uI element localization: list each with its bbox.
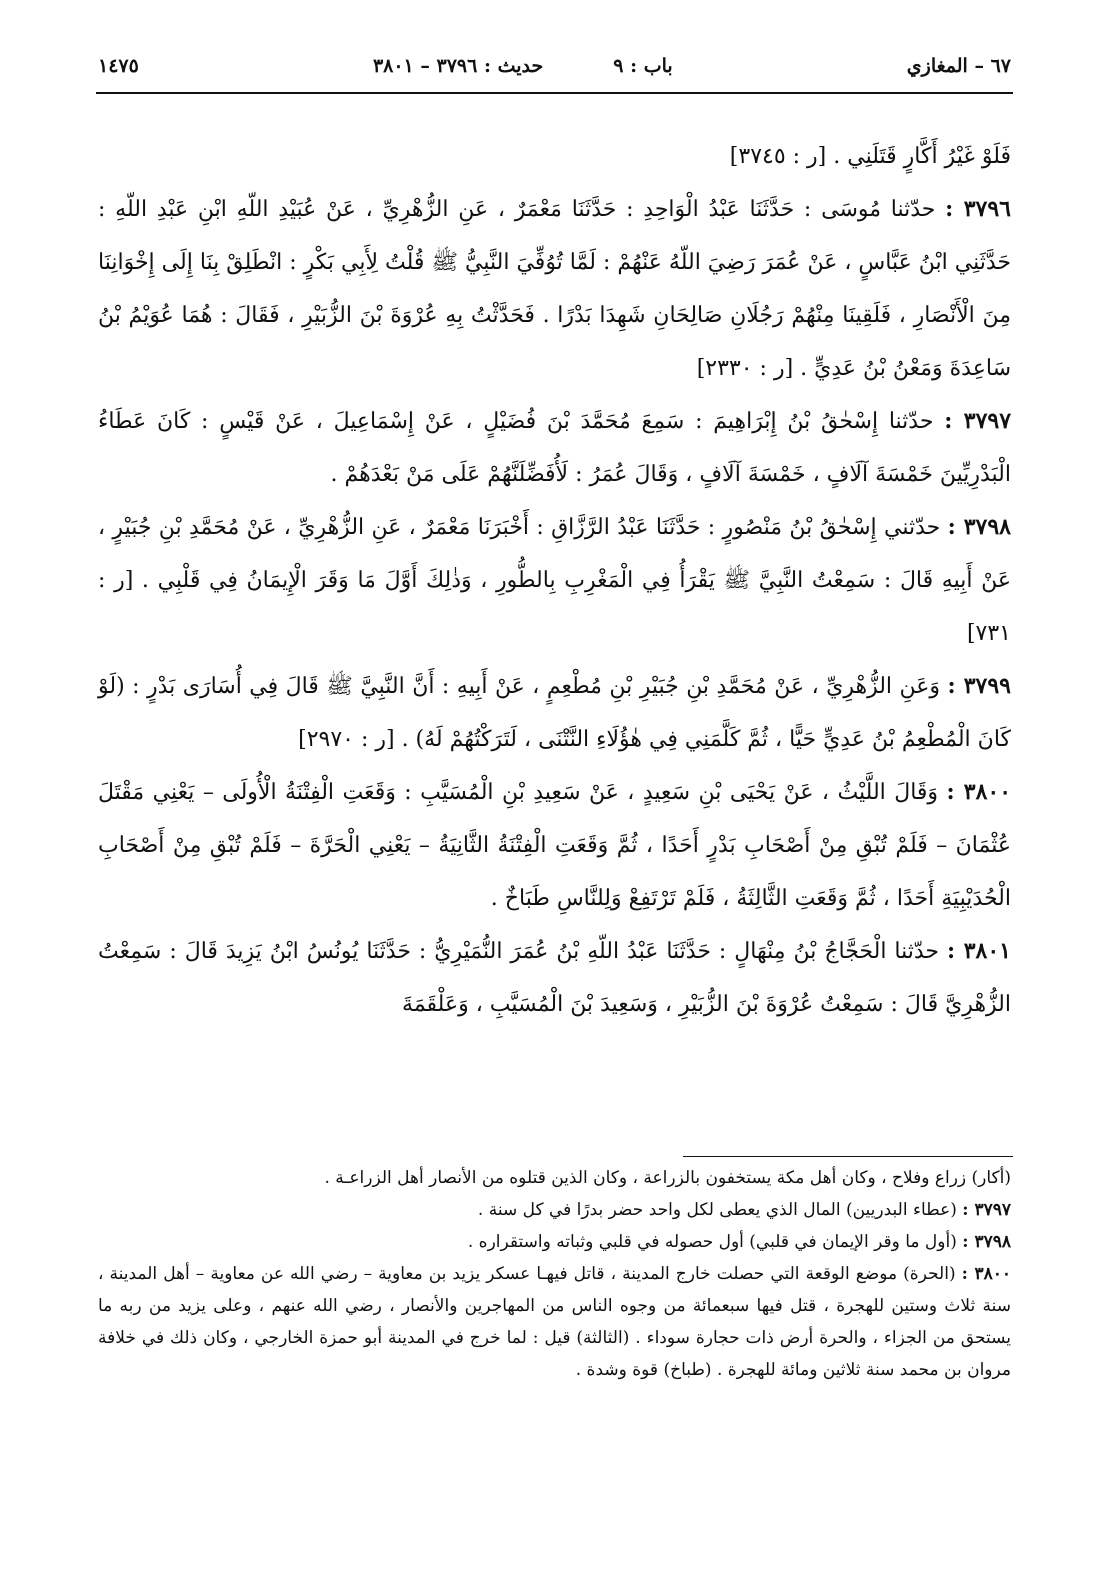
hadith-number: ٣٧٩٧ : <box>944 408 1012 434</box>
hadith-text: حدّثنا إِسْحٰقُ بْنُ إِبْرَاهِيمَ : سَمِعَ مُحَمَّدَ بْنَ فُضَيْلٍ ، عَنْ إِسْمَاعِيلَ ، عَنْ قَيْسٍ : كَانَ عَطَاءُ الْبَدْرِيِّينَ خَمْسَةَ آلَافٍ ، خَمْسَةَ آلَافٍ ، وَقَالَ عُمَرُ : لَأُفَضِّلَنَّهُمْ عَلَى مَنْ بَعْدَهُمْ . <box>98 409 1011 487</box>
hadith-paragraph <box>98 183 1011 395</box>
footnote <box>98 1162 1011 1194</box>
footnote-text: (عطاء البدريين) المال الذي يعطى لكل واحد حضر بدرًا في كل سنة . <box>477 1200 957 1220</box>
hadith-text: حدّثنا مُوسَى : حَدَّثَنَا عَبْدُ الْوَاحِدِ : حَدَّثَنَا مَعْمَرٌ ، عَنِ الزُّهْرِيِّ ، عَنْ عُبَيْدِ اللّهِ ابْنِ عَبْدِ اللّهِ : حَدَّثَنِي ابْنُ عَبَّاسٍ ، عَنْ عُمَرَ رَضِيَ اللّهُ عَنْهُمْ : لَمَّا تُوُفِّيَ النَّبِيُّ ﷺ قُلْتُ لِأَبِي بَكْرٍ : انْطَلِقْ بِنَا إِلَى إِخْوَانِنَا مِنَ الْأَنْصَارِ ، فَلَقِينَا مِنْهُمْ رَجُلَانِ صَالِحَانِ شَهِدَا بَدْرًا . فَحَدَّثْتُ بِهِ عُرْوَةَ بْنَ الزُّبَيْرِ ، فَقَالَ : هُمَا عُوَيْمُ بْنُ سَاعِدَةَ وَمَعْنُ بْنُ عَدِيٍّ . [ر : ٢٣٣٠] <box>98 197 1011 381</box>
footnote <box>98 1258 1011 1386</box>
hadith-paragraph <box>98 395 1011 501</box>
hadith-number: ٣٧٩٦ : <box>945 196 1011 222</box>
hadith-text: وَعَنِ الزُّهْرِيِّ ، عَنْ مُحَمَّدِ بْنِ جُبَيْرِ بْنِ مُطْعِمٍ ، عَنْ أَبِيهِ : أَنَّ النَّبِيَّ ﷺ قَالَ فِي أُسَارَى بَدْرٍ : (لَوْ كَانَ الْمُطْعِمُ بْنُ عَدِيٍّ حَيًّا ، ثُمَّ كَلَّمَنِي فِي هٰؤُلَاءِ النَّتْنَى ، لَتَرَكْتُهُمْ لَهُ) . [ر : ٢٩٧٠] <box>98 674 1011 752</box>
page-number: ١٤٧٥ <box>98 55 139 77</box>
footnote-text: (أول ما وقر الإيمان في قلبي) أول حصوله في قلبي وثباته واستقراره . <box>467 1232 957 1252</box>
footnote-number: ٣٧٩٨ : <box>962 1232 1011 1252</box>
hadith-text: وَقَالَ اللَّيْثُ ، عَنْ يَحْيَى بْنِ سَعِيدٍ ، عَنْ سَعِيدِ بْنِ الْمُسَيَّبِ : وَقَعَتِ الْفِتْنَةُ الْأُولَى – يَعْنِي مَقْتَلَ عُثْمَانَ – فَلَمْ تُبْقِ مِنْ أَصْحَابِ بَدْرٍ أَحَدًا ، ثُمَّ وَقَعَتِ الْفِتْنَةُ الثَّانِيَةُ – يَعْنِي الْحَرَّةَ – فَلَمْ تُبْقِ مِنْ أَصْحَابِ الْحُدَيْبِيَةِ أَحَدًا ، ثُمَّ وَقَعَتِ الثَّالِثَةُ ، فَلَمْ تَرْتَفِعْ وَلِلنَّاسِ طَبَاخٌ . <box>98 780 1011 911</box>
hadith-number: ٣٧٩٩ : <box>947 673 1011 699</box>
footnote <box>98 1226 1011 1258</box>
hadith-paragraph <box>98 501 1011 660</box>
footnote <box>98 1194 1011 1226</box>
main-text <box>98 130 1011 1031</box>
hadith-paragraph <box>98 766 1011 925</box>
chapter-title: ٦٧ – المغازي <box>906 55 1011 77</box>
hadith-number: ٣٧٩٨ : <box>947 514 1011 540</box>
footnotes <box>98 1162 1011 1386</box>
hadith-range: حديث : ٣٧٩٦ – ٣٨٠١ <box>372 55 544 77</box>
footnote-number: ٣٧٩٧ : <box>962 1200 1011 1220</box>
footnote-text: (أكار) زراع وفلاح ، وكان أهل مكة يستخفون بالزراعة ، وكان الذين قتلوه من الأنصار أهل الزراعـة . <box>324 1168 1011 1188</box>
hadith-number: ٣٨٠٠ : <box>946 779 1012 805</box>
intro-line: فَلَوْ غَيْرُ أَكَّارٍ قَتَلَنِي . [ر : ٣٧٤٥] <box>729 144 1011 169</box>
footnote-text: (الحرة) موضع الوقعة التي حصلت خارج المدينة ، قاتل فيهـا عسكر يزيد بن معاوية – رضي الله عن معاوية – أهل المدينة ، سنة ثلاث وستين للهجرة ، قتل فيها سبعمائة من وجوه الناس من المهاجرين والأنصار ، رضي الله عنهم ، وعلى يزيد من ربه ما يستحق من الجزاء ، والحرة أرض ذات حجارة سوداء . (الثالثة) قيل : لما خرج في المدينة أبو حمزة الخارجي ، وكان ذلك في خلافة مروان بن محمد سنة ثلاثين ومائة للهجرة . (طباخ) قوة وشدة . <box>98 1264 1011 1380</box>
hadith-number: ٣٨٠١ : <box>946 938 1011 964</box>
hadith-text: حدّثني إِسْحٰقُ بْنُ مَنْصُورٍ : حَدَّثَنَا عَبْدُ الرَّزَّاقِ : أَخْبَرَنَا مَعْمَرٌ ، عَنِ الزُّهْرِيِّ ، عَنْ مُحَمَّدِ بْنِ جُبَيْرٍ ، عَنْ أَبِيهِ قَالَ : سَمِعْتُ النَّبِيَّ ﷺ يَقْرَأُ فِي الْمَغْرِبِ بِالطُّورِ ، وَذٰلِكَ أَوَّلَ مَا وَقَرَ الْإِيمَانُ فِي قَلْبِي . [ر : ٧٣١] <box>98 515 1011 646</box>
page-header <box>98 44 1011 88</box>
header-chapter <box>907 55 1011 77</box>
hadith-paragraph <box>98 660 1011 766</box>
header-rule <box>96 92 1013 94</box>
footnote-number: ٣٨٠٠ : <box>961 1264 1012 1284</box>
hadith-paragraph <box>98 925 1011 1031</box>
bab-label: باب : ٩ <box>613 55 673 77</box>
footnote-rule <box>683 1156 1013 1157</box>
hadith-text: حدّثنا الْحَجَّاجُ بْنُ مِنْهَالٍ : حَدَّثَنَا عَبْدُ اللّهِ بْنُ عُمَرَ النُّمَيْرِيُّ : حَدَّثَنَا يُونُسُ ابْنُ يَزِيدَ قَالَ : سَمِعْتُ الزُّهْرِيَّ قَالَ : سَمِعْتُ عُرْوَةَ بْنَ الزُّبَيْرِ ، وَسَعِيدَ بْنَ الْمُسَيَّبِ ، وَعَلْقَمَةَ <box>98 939 1011 1017</box>
header-middle <box>373 55 673 77</box>
